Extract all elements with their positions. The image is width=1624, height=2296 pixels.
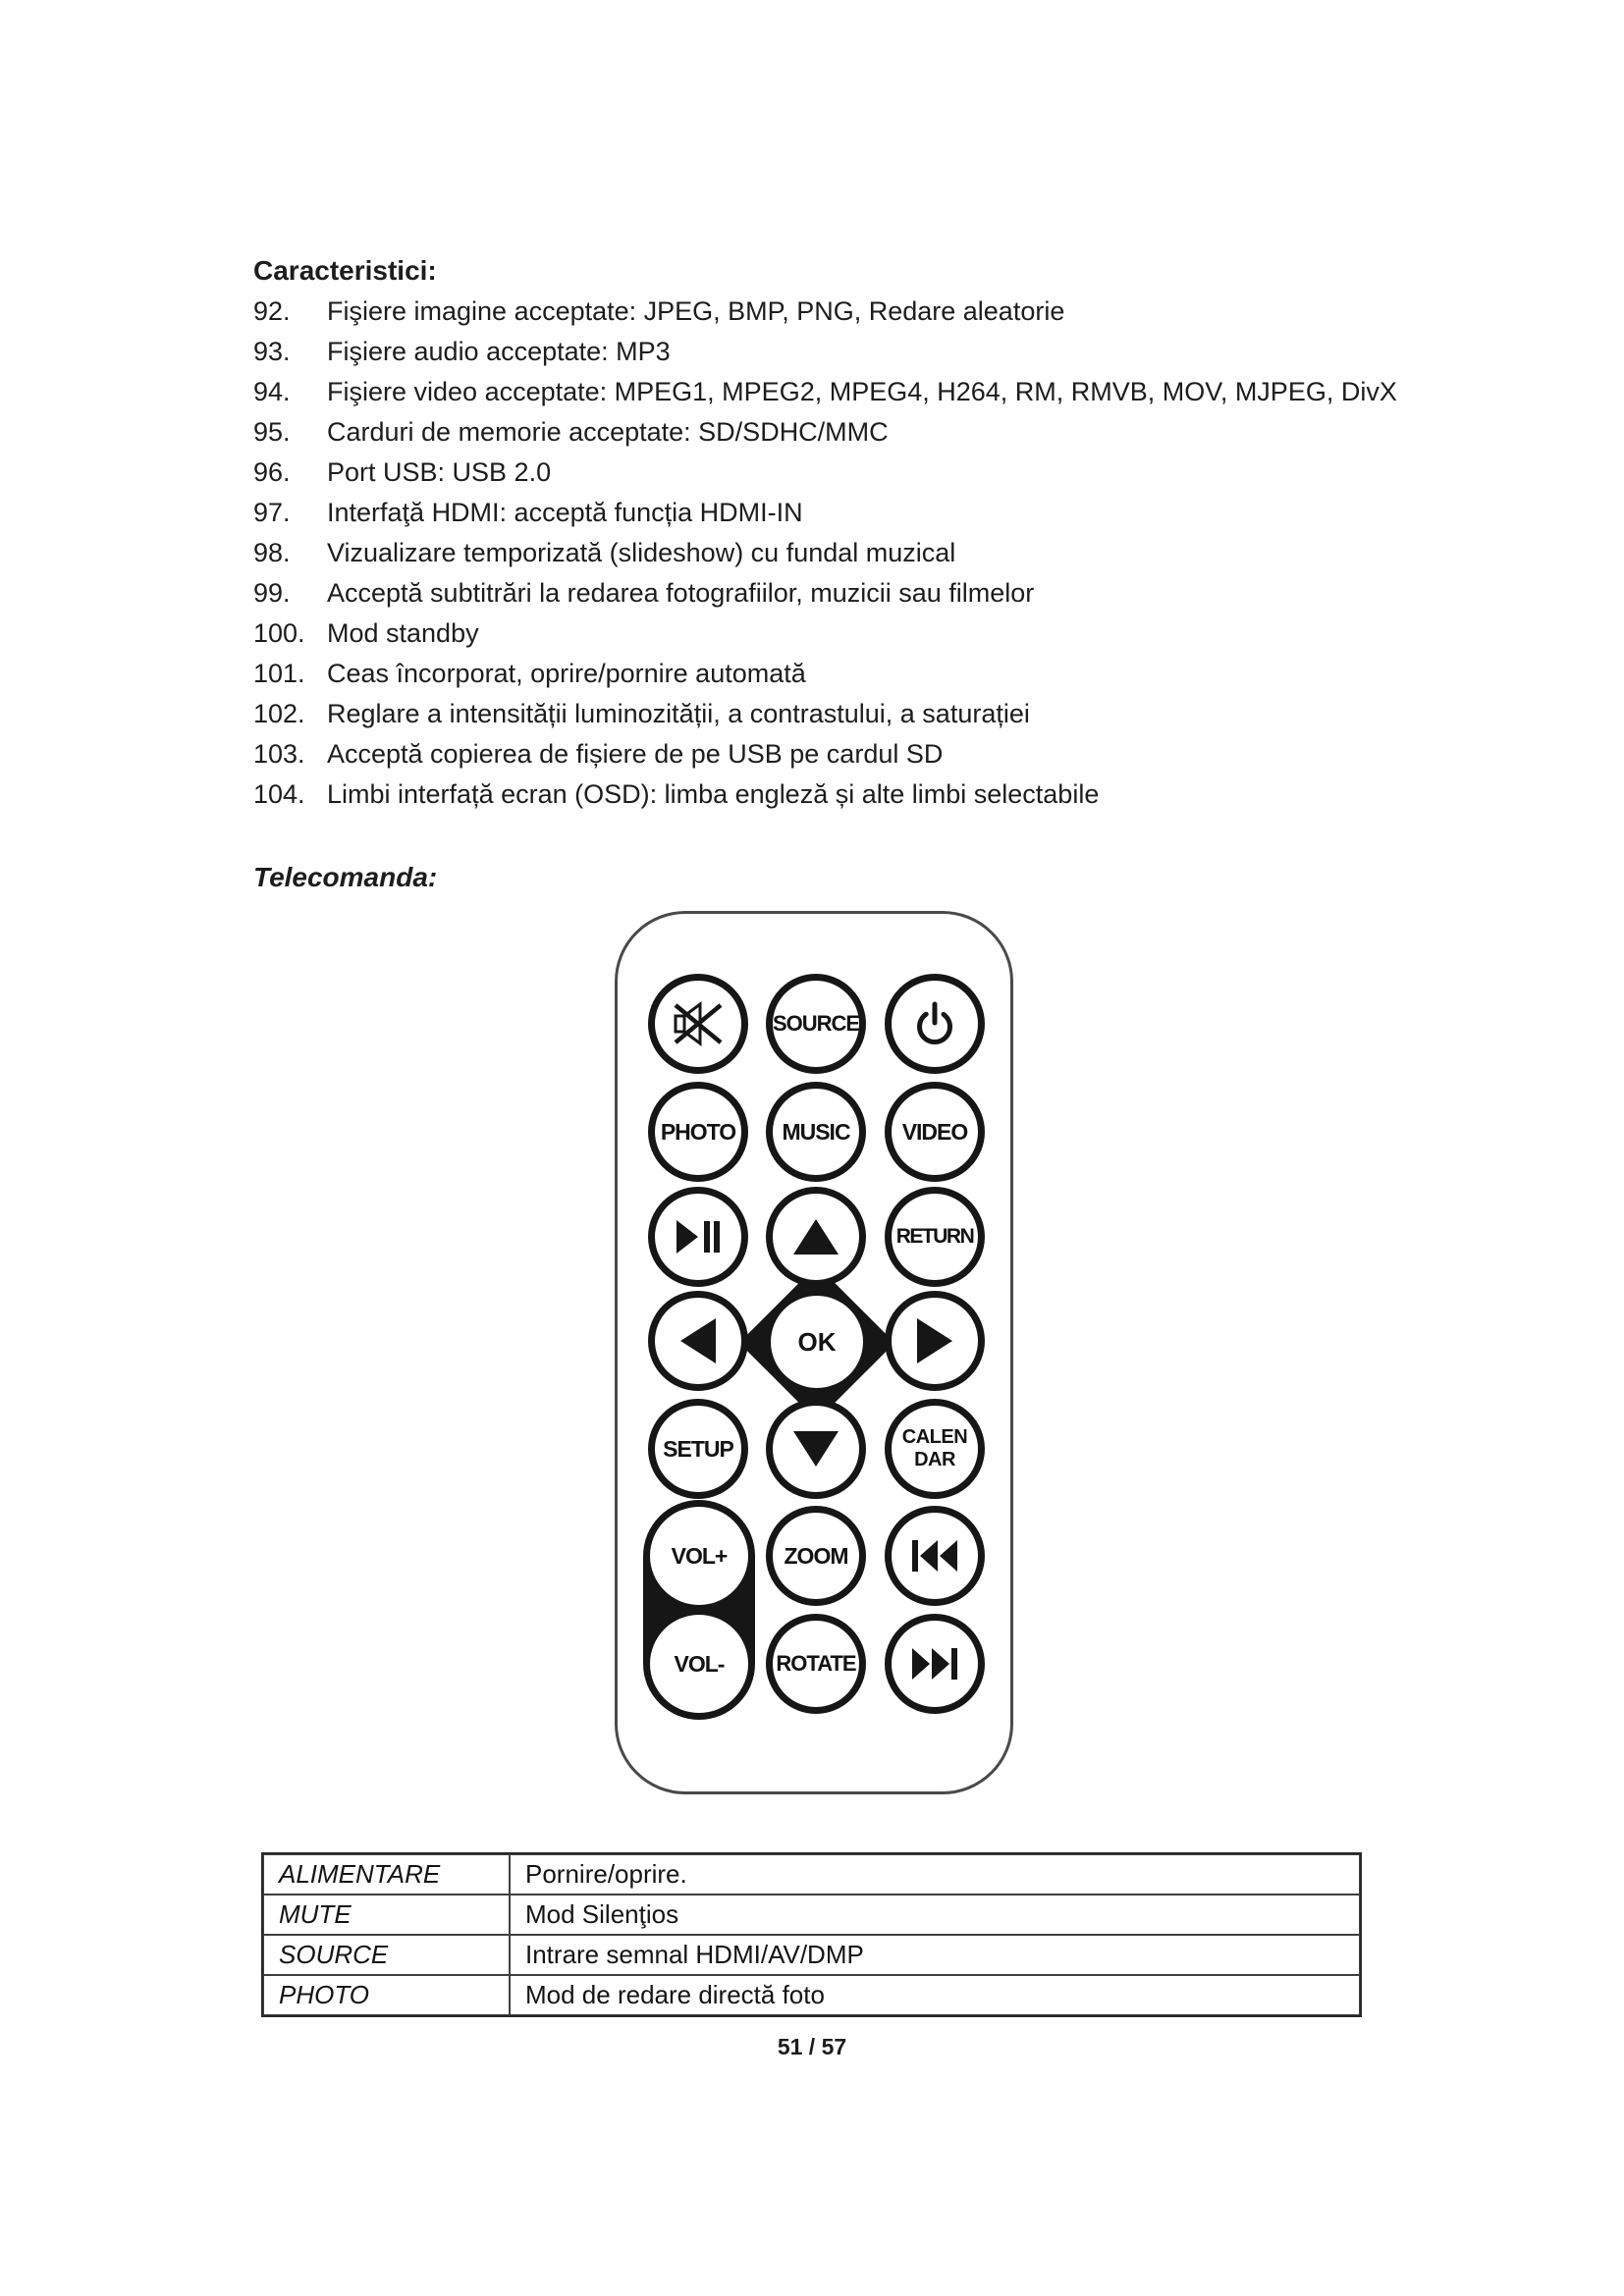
up-button — [766, 1187, 866, 1287]
photo-button: PHOTO — [648, 1082, 748, 1182]
function-key-cell: SOURCE — [263, 1935, 510, 1975]
table-row — [263, 1895, 1360, 1935]
page-number: 51 / 57 — [777, 2034, 847, 2059]
function-description-cell: Intrare semnal HDMI/AV/DMP — [510, 1935, 1360, 1975]
play-pause-icon — [676, 1220, 721, 1254]
arrow-left-icon — [680, 1318, 716, 1363]
play-pause-button — [648, 1187, 748, 1287]
list-item: 98. Vizualizare temporizată (slideshow) cu fundal muzical — [253, 538, 956, 567]
video-button: VIDEO — [885, 1082, 985, 1182]
right-button — [885, 1291, 985, 1391]
function-description-cell: Mod de redare directă foto — [510, 1975, 1360, 2015]
calendar-button: CALEN DAR — [885, 1399, 985, 1499]
table-row — [263, 1975, 1360, 2015]
rotate-button: ROTATE — [766, 1614, 866, 1714]
function-key-cell: PHOTO — [263, 1975, 510, 2015]
list-item: 102. Reglare a intensității luminozității, a contrastului, a saturației — [253, 699, 1030, 728]
list-item: 94. Fişiere video acceptate: MPEG1, MPEG2, MPEG4, H264, RM, RMVB, MOV, MJPEG, DivX — [253, 377, 1397, 406]
vol-plus-button: VOL+ — [650, 1507, 748, 1605]
function-description-cell: Pornire/oprire. — [510, 1854, 1360, 1895]
down-button — [766, 1399, 866, 1499]
list-item: 93. Fişiere audio acceptate: MP3 — [253, 337, 671, 366]
left-button — [648, 1291, 748, 1391]
features-heading: Caracteristici: — [253, 255, 437, 286]
setup-button: SETUP — [648, 1399, 748, 1499]
function-key-cell: ALIMENTARE — [263, 1854, 510, 1895]
source-button: SOURCE — [766, 974, 866, 1074]
previous-track-button — [885, 1506, 985, 1606]
list-item: 96. Port USB: USB 2.0 — [253, 457, 552, 487]
arrow-down-icon — [793, 1431, 839, 1467]
zoom-button: ZOOM — [766, 1506, 866, 1606]
list-item: 99. Acceptă subtitrări la redarea fotografiilor, muzicii sau filmelor — [253, 578, 1035, 608]
next-track-icon — [912, 1648, 957, 1680]
return-button: RETURN — [885, 1187, 985, 1287]
vol-minus-button: VOL- — [650, 1615, 748, 1713]
remote-control-illustration — [615, 911, 1013, 1794]
table-row — [263, 1854, 1360, 1895]
table-row — [263, 1935, 1360, 1975]
ok-button: OK — [771, 1296, 863, 1388]
remote-section-heading: Telecomanda: — [253, 862, 438, 892]
list-item: 97. Interfaţă HDMI: acceptă funcția HDMI-IN — [253, 498, 803, 527]
function-description-cell: Mod Silenţios — [510, 1895, 1360, 1935]
music-button: MUSIC — [766, 1082, 866, 1182]
list-item: 100. Mod standby — [253, 618, 479, 648]
arrow-up-icon — [793, 1219, 839, 1255]
next-track-button — [885, 1614, 985, 1714]
list-item: 95. Carduri de memorie acceptate: SD/SDHC/MMC — [253, 417, 889, 447]
power-icon — [914, 1001, 955, 1046]
arrow-right-icon — [917, 1318, 952, 1363]
features-list — [253, 292, 1397, 815]
list-item: 103. Acceptă copierea de fișiere de pe USB pe cardul SD — [253, 739, 944, 769]
previous-track-icon — [912, 1540, 957, 1572]
list-item: 104. Limbi interfață ecran (OSD): limba engleză și alte limbi selectabile — [253, 779, 1100, 809]
power-button — [885, 974, 985, 1074]
remote-functions-table — [261, 1852, 1362, 2017]
function-key-cell: MUTE — [263, 1895, 510, 1935]
list-item: 101. Ceas încorporat, oprire/pornire automată — [253, 659, 806, 688]
list-item: 92. Fişiere imagine acceptate: JPEG, BMP, PNG, Redare aleatorie — [253, 296, 1065, 326]
mute-icon — [672, 1001, 725, 1046]
mute-button — [648, 974, 748, 1074]
